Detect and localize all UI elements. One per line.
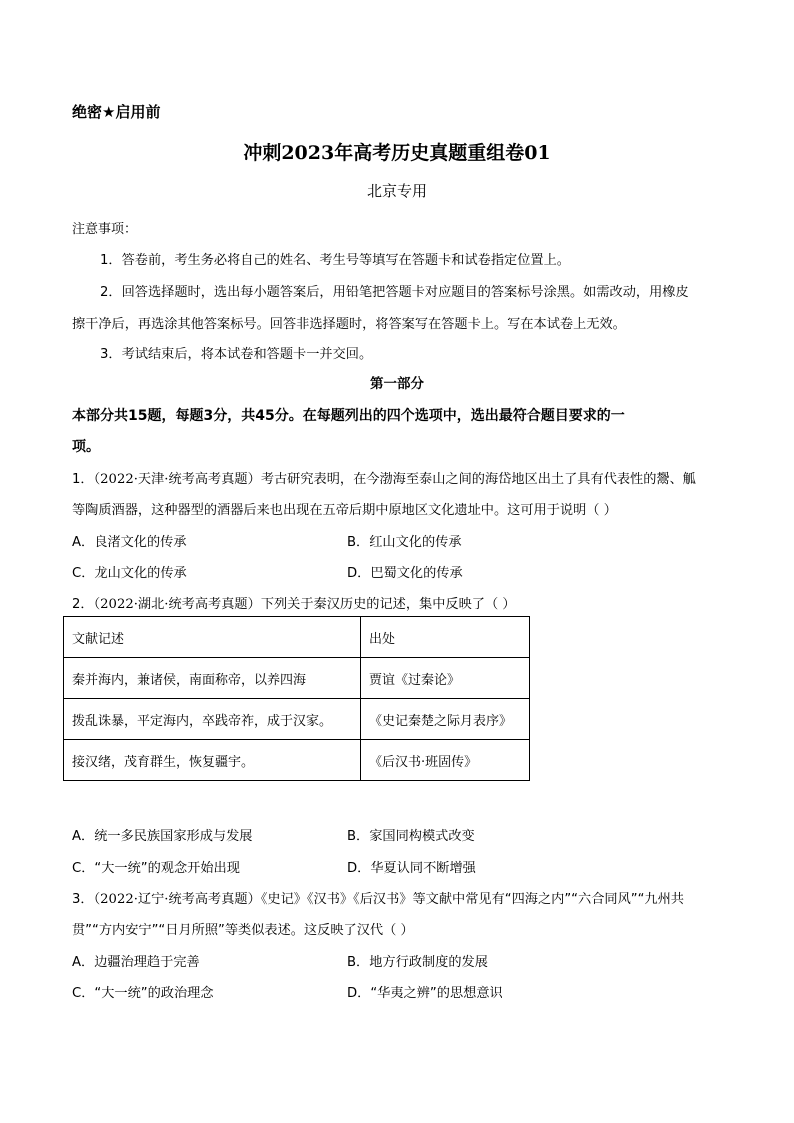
question-2-option-d: D．华夏认同不断增强 [347, 861, 476, 876]
table-header: 出处 [361, 617, 530, 658]
question-source: （2022·湖北·统考高考真题） [93, 597, 261, 612]
question-3-option-c: C．“大一统”的政治理念 [72, 986, 214, 1001]
page-title: 冲刺2023年高考历史真题重组卷01 [243, 142, 551, 164]
question-2-option-a: A．统一多民族国家形成与发展 [72, 829, 253, 844]
question-text: 《史记》《汉书》《后汉书》等文献中常见有“四海之内”“六合同风”“九州共 [260, 892, 684, 907]
question-1-stem [72, 468, 696, 487]
question-number: 2． [72, 597, 94, 612]
question-3-option-d: D．“华夷之辨”的思想意识 [347, 986, 503, 1001]
table-cell: 拨乱诛暴，平定海内，卒践帝祚，成于汉家。 [64, 699, 361, 740]
notice-item-3: 3．考试结束后，将本试卷和答题卡一并交回。 [100, 347, 373, 362]
question-number: 3． [72, 892, 94, 907]
table-cell: 《史记秦楚之际月表序》 [361, 699, 530, 740]
question-2-stem [72, 593, 516, 612]
table-cell: 贾谊《过秦论》 [361, 658, 530, 699]
table-header: 文献记述 [64, 617, 361, 658]
question-source: （2022·辽宁·统考高考真题） [93, 892, 261, 907]
table-row [64, 699, 530, 740]
question-3-stem-cont: 贯”“方内安宁”“日月所照”等类似表述。这反映了汉代（ ） [72, 923, 414, 938]
table-row [64, 658, 530, 699]
source-table [63, 616, 530, 781]
question-3-option-a: A．边疆治理趋于完善 [72, 955, 200, 970]
confidential-label: 绝密★启用前 [72, 103, 161, 121]
part-instruction-line2: 项。 [72, 439, 100, 455]
table-row [64, 740, 530, 781]
notice-item-1: 1．答卷前，考生务必将自己的姓名、考生号等填写在答题卡和试卷指定位置上。 [100, 253, 570, 268]
question-3-option-b: B．地方行政制度的发展 [347, 955, 488, 970]
question-1-option-d: D．巴蜀文化的传承 [347, 566, 463, 581]
question-1-option-a: A．良渚文化的传承 [72, 535, 187, 550]
table-cell: 秦并海内，兼诸侯，南面称帝，以养四海 [64, 658, 361, 699]
question-2-option-b: B．家国同构模式改变 [347, 829, 475, 844]
part-instruction-line1: 本部分共15题，每题3分，共45分。在每题列出的四个选项中，选出最符合题目要求的一 [72, 408, 625, 424]
question-1-stem-cont: 等陶质酒器，这种器型的酒器后来也出现在五帝后期中原地区文化遗址中。这可用于说明（ ） [72, 503, 617, 518]
notice-item-2: 2．回答选择题时，选出每小题答案后，用铅笔把答题卡对应题目的答案标号涂黑。如需改动，用橡皮 [100, 285, 689, 300]
part-title: 第一部分 [370, 376, 424, 392]
table-cell: 接汉绪，茂育群生，恢复疆宇。 [64, 740, 361, 781]
notice-heading: 注意事项： [72, 222, 138, 237]
question-source: （2022·天津·统考高考真题） [93, 472, 261, 487]
table-cell: 《后汉书·班固传》 [361, 740, 530, 781]
question-1-option-b: B．红山文化的传承 [347, 535, 462, 550]
table-header-row [64, 617, 530, 658]
notice-item-2-cont: 擦干净后，再选涂其他答案标号。回答非选择题时，将答案写在答题卡上。写在本试卷上无效。 [72, 317, 626, 332]
question-1-option-c: C．龙山文化的传承 [72, 566, 187, 581]
question-3-stem [72, 888, 684, 907]
question-text: 下列关于秦汉历史的记述，集中反映了（ ） [260, 597, 516, 612]
page-subtitle: 北京专用 [366, 182, 427, 200]
question-text: 考古研究表明，在今渤海至泰山之间的海岱地区出土了具有代表性的鬶、觚 [260, 472, 696, 487]
question-2-option-c: C．“大一统”的观念开始出现 [72, 861, 240, 876]
question-number: 1． [72, 472, 94, 487]
